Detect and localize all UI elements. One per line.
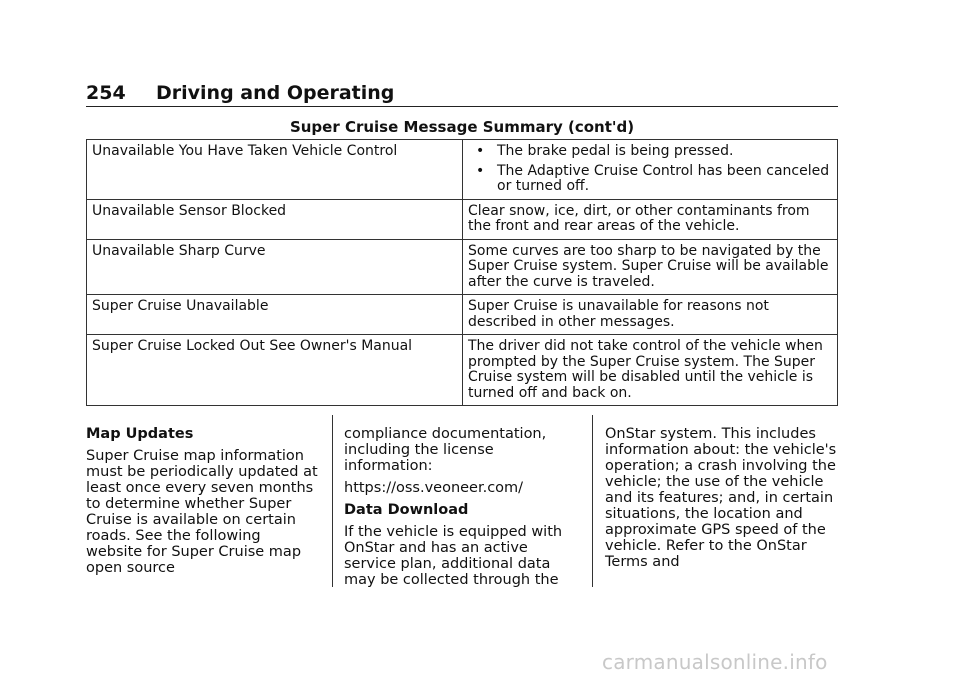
- data-download-paragraph-cont: OnStar system. This includes information about: the vehicle's operation; a crash involving the vehicle; the use of the vehicle and its features; and, in certain situations, the location and approximate GPS speed of the vehicle. Refer to the OnStar Terms and: [605, 426, 837, 570]
- page-number: 254: [86, 82, 126, 104]
- bullet-icon: •: [476, 143, 485, 159]
- column-divider: [332, 415, 333, 587]
- bullet-list: [468, 144, 833, 195]
- description-cell: [463, 140, 838, 200]
- section-title: Driving and Operating: [156, 82, 395, 104]
- map-updates-heading: Map Updates: [86, 426, 194, 442]
- data-download-heading: Data Download: [344, 502, 469, 518]
- list-item: [468, 164, 833, 195]
- table-title: Super Cruise Message Summary (cont'd): [289, 118, 635, 136]
- message-cell: Unavailable Sharp Curve: [87, 239, 463, 295]
- map-updates-paragraph: Super Cruise map information must be periodically updated at least once every seven months to determine whether Super Cruise is available on certain roads. See the following website for Super Cruise map open source: [86, 448, 318, 576]
- list-item: [468, 144, 833, 160]
- bullet-icon: •: [476, 162, 485, 179]
- description-cell: Super Cruise is unavailable for reasons not described in other messages.: [463, 295, 838, 335]
- list-item-text: The Adaptive Cruise Control has been canceled or turned off.: [497, 162, 830, 194]
- description-cell: Clear snow, ice, dirt, or other contaminants from the front and rear areas of the vehicle.: [463, 199, 838, 239]
- page-header: [86, 80, 838, 107]
- table-row: [87, 239, 838, 295]
- message-cell: Super Cruise Unavailable: [87, 295, 463, 335]
- list-item-text: The brake pedal is being pressed.: [497, 143, 734, 159]
- map-updates-paragraph-cont: compliance documentation, including the license information:: [344, 426, 547, 474]
- column-divider: [592, 415, 593, 587]
- message-cell: Unavailable You Have Taken Vehicle Control: [87, 140, 463, 200]
- description-cell: Some curves are too sharp to be navigated by the Super Cruise system. Super Cruise will be available after the curve is traveled.: [463, 239, 838, 295]
- message-cell: Super Cruise Locked Out See Owner's Manual: [87, 335, 463, 406]
- license-url[interactable]: https://oss.veoneer.com/: [344, 480, 524, 496]
- text-column-1: [86, 426, 318, 582]
- text-column-3: [605, 426, 845, 576]
- watermark: carmanualsonline.info: [602, 650, 828, 674]
- description-cell: The driver did not take control of the vehicle when prompted by the Super Cruise system. The Super Cruise system will be disabled until the vehicle is turned off and back on.: [463, 335, 838, 406]
- table-row: [87, 199, 838, 239]
- table-row: [87, 140, 838, 200]
- table-row: [87, 335, 838, 406]
- text-column-2: [344, 426, 578, 594]
- data-download-paragraph: If the vehicle is equipped with OnStar and has an active service plan, additional data may be collected through the: [344, 524, 563, 588]
- message-summary-table: [86, 139, 838, 406]
- message-cell: Unavailable Sensor Blocked: [87, 199, 463, 239]
- table-row: [87, 295, 838, 335]
